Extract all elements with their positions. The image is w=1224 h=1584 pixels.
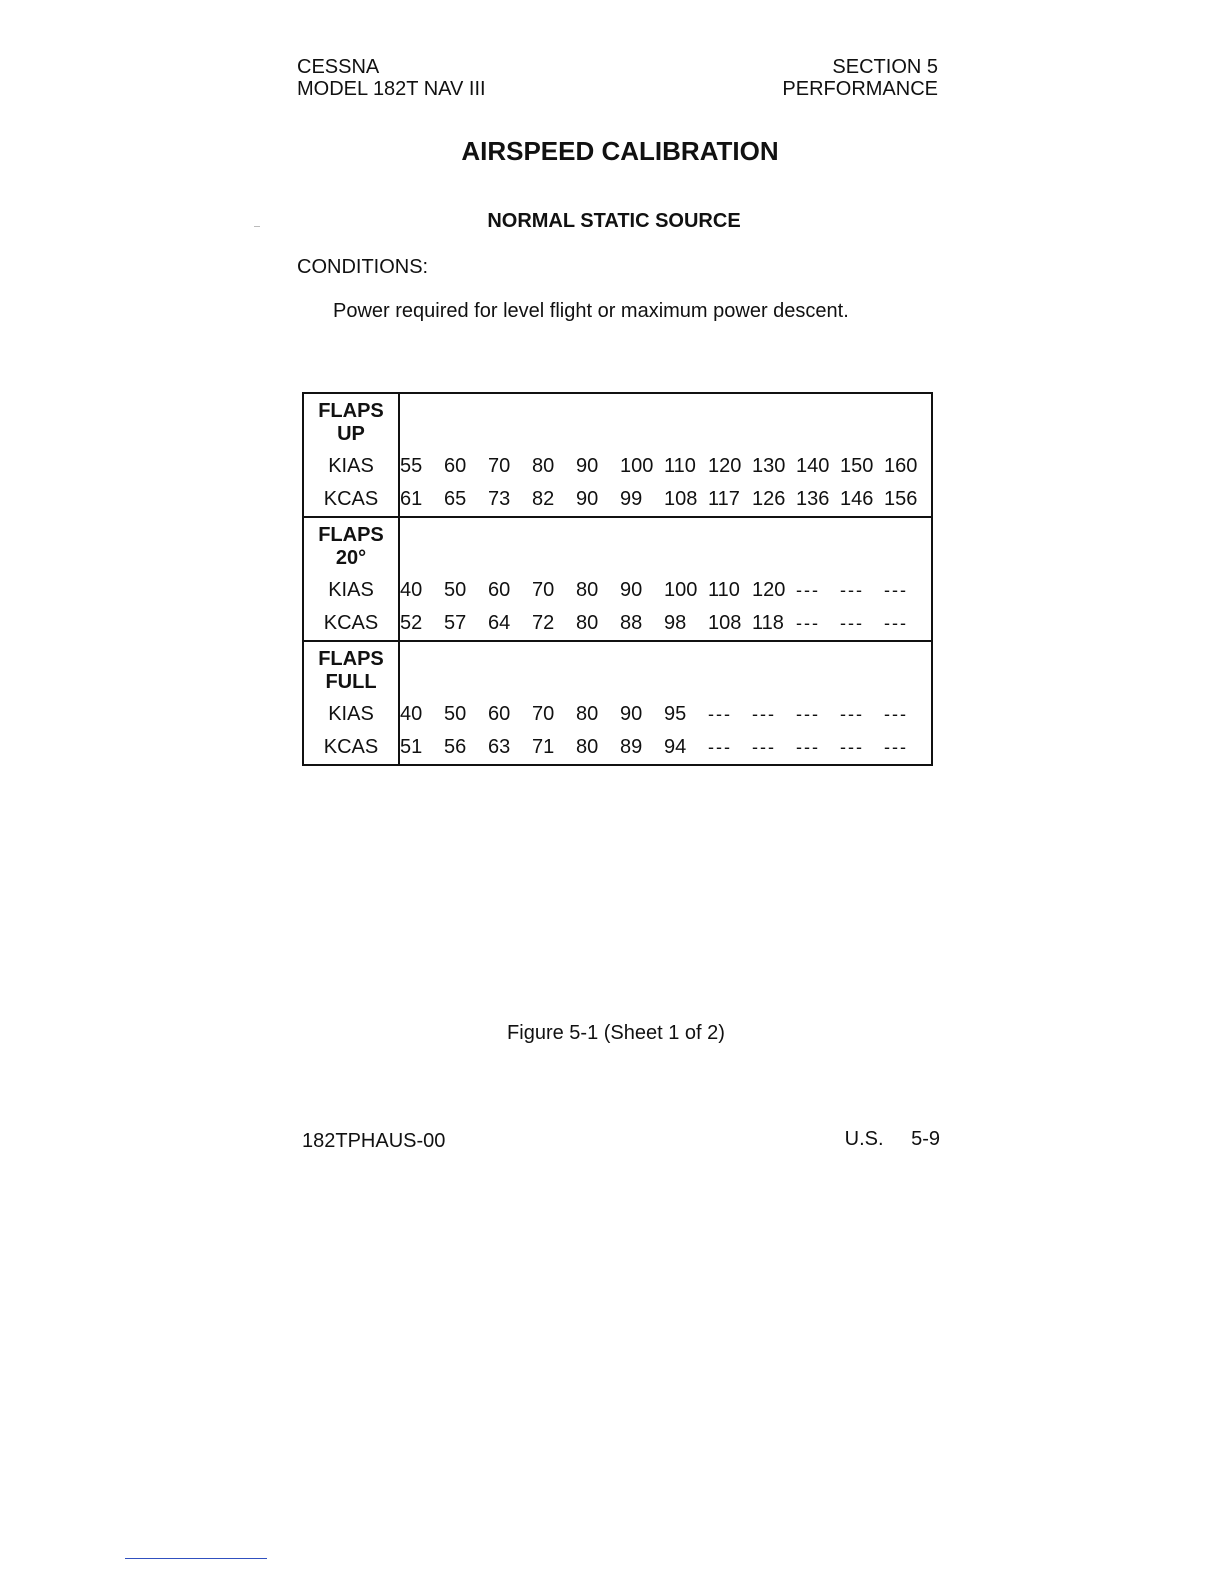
kias-value: 140 — [796, 455, 830, 477]
kcas-value: 61 — [400, 488, 423, 510]
kcas-value: 136 — [796, 488, 830, 510]
kcas-value: 57 — [444, 612, 467, 634]
kias-value: 100 — [620, 455, 654, 477]
kcas-value: 88 — [620, 612, 643, 634]
kcas-value: 65 — [444, 488, 467, 510]
kias-value: 80 — [576, 703, 599, 725]
kcas-value: --- — [796, 737, 820, 757]
kcas-label: KCAS — [323, 736, 379, 758]
kias-value: 60 — [488, 579, 511, 601]
kcas-value: --- — [840, 737, 864, 757]
footer-page-number: U.S. 5-9 — [844, 1128, 940, 1150]
kias-value: 55 — [400, 455, 423, 477]
kias-value: --- — [840, 580, 864, 600]
kias-value: 60 — [488, 703, 511, 725]
kias-value: 90 — [576, 455, 599, 477]
kias-value: 110 — [708, 579, 740, 601]
kcas-value: 90 — [576, 488, 599, 510]
figure-caption: Figure 5-1 (Sheet 1 of 2) — [507, 1022, 725, 1044]
kias-value: --- — [840, 704, 864, 724]
block-label-column — [304, 394, 400, 516]
page-subtitle: NORMAL STATIC SOURCE — [487, 210, 741, 232]
kias-value: --- — [752, 704, 776, 724]
kias-value: 120 — [708, 455, 742, 477]
block-values-column — [400, 518, 931, 640]
kcas-value: 98 — [664, 612, 687, 634]
header-model: MODEL 182T NAV III — [297, 78, 486, 100]
kcas-value: 80 — [576, 736, 599, 758]
footnote-rule — [125, 1558, 267, 1559]
kcas-value: 156 — [884, 488, 918, 510]
block-values-column — [400, 394, 931, 516]
kias-value: 110 — [664, 455, 696, 477]
kias-value: --- — [884, 704, 908, 724]
kias-label: KIAS — [328, 703, 374, 725]
airspeed-calibration-table — [302, 392, 933, 766]
kcas-value: 146 — [840, 488, 874, 510]
kias-value: --- — [884, 580, 908, 600]
kcas-value: 89 — [620, 736, 643, 758]
kcas-value: 63 — [488, 736, 511, 758]
header-manufacturer: CESSNA — [297, 56, 380, 78]
kias-value: --- — [708, 704, 732, 724]
kcas-value: 72 — [532, 612, 555, 634]
kcas-row — [400, 731, 931, 764]
kias-value: 60 — [444, 455, 467, 477]
page-title: AIRSPEED CALIBRATION — [461, 136, 779, 166]
kias-value: 40 — [400, 579, 423, 601]
header-section-name: PERFORMANCE — [782, 78, 938, 100]
kias-value: 100 — [664, 579, 698, 601]
kias-value: 70 — [488, 455, 511, 477]
kias-value: 80 — [532, 455, 555, 477]
kias-value: 95 — [664, 703, 687, 725]
kias-label: KIAS — [328, 455, 374, 477]
flaps-block-20 — [304, 516, 931, 640]
kcas-value: 80 — [576, 612, 599, 634]
kcas-value: --- — [708, 737, 732, 757]
kias-value: --- — [796, 580, 820, 600]
kcas-value: 94 — [664, 736, 687, 758]
kias-value: 80 — [576, 579, 599, 601]
kcas-value: 52 — [400, 612, 423, 634]
kcas-value: 99 — [620, 488, 643, 510]
kcas-value: 82 — [532, 488, 555, 510]
kcas-value: 73 — [488, 488, 511, 510]
flaps-block-full — [304, 640, 931, 764]
kcas-value: 51 — [400, 736, 423, 758]
header-section: SECTION 5 — [832, 56, 938, 78]
kcas-value: 126 — [752, 488, 786, 510]
kias-value: 160 — [884, 455, 918, 477]
flap-setting-title: FLAPS UP — [318, 400, 384, 445]
header-right — [782, 56, 938, 100]
kcas-value: --- — [796, 613, 820, 633]
kcas-value: 64 — [488, 612, 511, 634]
kcas-value: --- — [752, 737, 776, 757]
kcas-row — [400, 483, 931, 516]
block-label-column — [304, 642, 400, 764]
kcas-value: 117 — [708, 488, 740, 510]
kias-value: 70 — [532, 579, 555, 601]
kcas-value: 71 — [532, 736, 555, 758]
kcas-value: 108 — [708, 612, 742, 634]
flap-setting-title: FLAPS 20° — [318, 524, 384, 569]
kcas-value: --- — [884, 613, 908, 633]
kias-label: KIAS — [328, 579, 374, 601]
kias-value: 50 — [444, 579, 467, 601]
kcas-value: 108 — [664, 488, 698, 510]
kias-value: 90 — [620, 703, 643, 725]
kcas-row — [400, 607, 931, 640]
kias-row — [400, 450, 931, 483]
kias-value: 150 — [840, 455, 874, 477]
kias-value: --- — [796, 704, 820, 724]
flap-setting-title: FLAPS FULL — [318, 648, 384, 693]
kcas-value: 56 — [444, 736, 467, 758]
kias-value: 70 — [532, 703, 555, 725]
kias-value: 50 — [444, 703, 467, 725]
kcas-label: KCAS — [323, 488, 379, 510]
kias-value: 120 — [752, 579, 786, 601]
conditions-text: Power required for level flight or maximum power descent. — [333, 300, 849, 322]
kcas-value: --- — [840, 613, 864, 633]
footer-document-number: 182TPHAUS-00 — [302, 1130, 446, 1152]
kcas-value: 118 — [752, 612, 784, 634]
kias-row — [400, 574, 931, 607]
kcas-value: --- — [884, 737, 908, 757]
flaps-block-up — [304, 394, 931, 516]
header-left — [297, 56, 486, 100]
kias-value: 130 — [752, 455, 786, 477]
kias-row — [400, 698, 931, 731]
kcas-label: KCAS — [323, 612, 379, 634]
conditions-label: CONDITIONS: — [297, 256, 429, 278]
kias-value: 40 — [400, 703, 423, 725]
kias-value: 90 — [620, 579, 643, 601]
block-values-column — [400, 642, 931, 764]
block-label-column — [304, 518, 400, 640]
